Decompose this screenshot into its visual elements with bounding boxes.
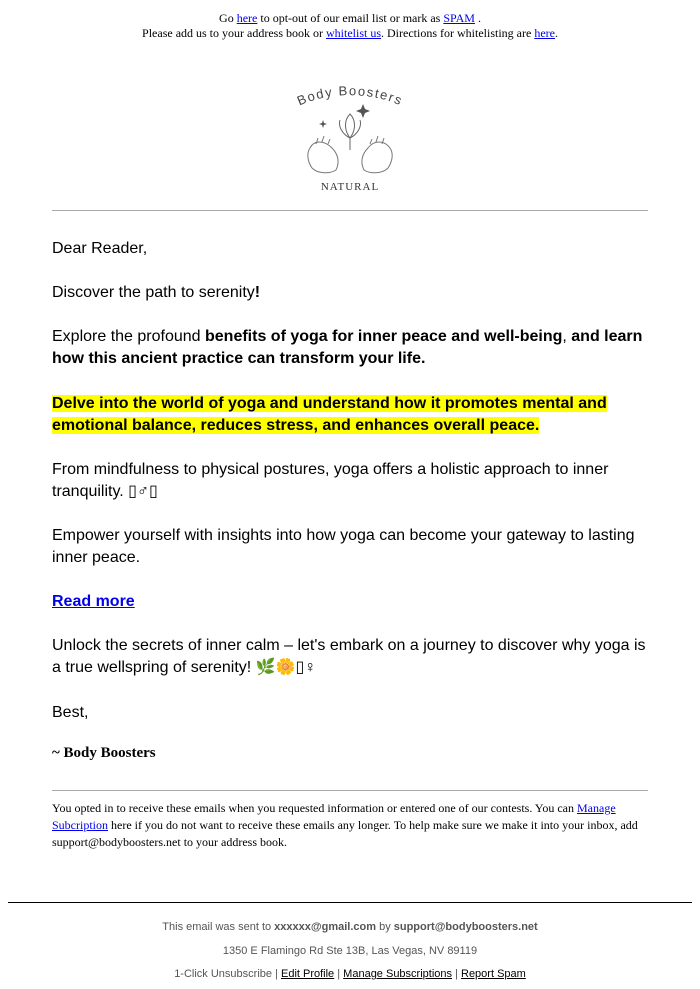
unlock-text: Unlock the secrets of inner calm – let's embark on a journey to discover why yoga is a true wellspring of serenity! 🌿🌼▯♀ [52,637,646,676]
flower-icon [339,114,360,150]
email-body [52,238,652,260]
closing-paragraph [52,702,652,724]
benefits-bold-text: benefits of yoga for inner peace and well-being [205,328,563,345]
spam-link[interactable]: SPAM [443,11,475,25]
unlock-paragraph [52,635,652,679]
footer-separator: | [452,968,461,980]
unsubscribe-text: 1-Click Unsubscribe [174,968,272,980]
preheader-text: Please add us to your address book or [142,26,326,40]
brand-logo-graphic [270,78,430,198]
intro-text: Discover the path to serenity [52,284,255,301]
footer-text: This email was sent to [162,921,275,933]
divider [52,790,648,791]
footer-links [0,968,700,980]
closing-text: Best, [52,704,89,721]
preheader [0,11,700,41]
benefits-text: , [562,328,572,345]
manage-subscription-link[interactable]: Manage Subcription [52,801,616,832]
benefits-paragraph [52,326,652,370]
manage-subscriptions-link[interactable]: Manage Subscriptions [343,968,453,980]
signature: ~ Body Boosters [52,745,156,761]
opt-in-notice [52,800,652,851]
greeting: Dear Reader, [52,240,148,257]
whitelist-directions-link[interactable]: here [534,26,555,40]
benefits-bold-text: and learn how this ancient practice can transform your life. [52,328,643,367]
highlighted-paragraph [52,393,652,437]
preheader-text: . Directions for whitelisting are [381,26,535,40]
whitelist-link[interactable]: whitelist us [326,26,382,40]
preheader-text: to opt-out of our email list or mark as [257,11,444,25]
footer-sent-line [0,921,700,933]
edit-profile-link[interactable]: Edit Profile [280,968,335,980]
read-more-paragraph [52,591,652,613]
opt-in-text: here if you do not want to receive these emails any longer. To help make sure we make it into your inbox, add support@bodyboosters.net to your address book. [52,818,638,849]
recipient-email: xxxxxx@gmail.com [274,921,377,933]
sparkle-icon [356,104,370,118]
highlighted-text: emotional balance, reduces stress, and enhances overall peace. [52,417,540,434]
intro-bang: ! [254,284,261,301]
opt-in-text: You opted in to receive these emails when you requested information or entered one of our contests. You can [52,801,577,815]
footer-separator: | [272,968,281,980]
preheader-text: . [554,26,558,40]
divider [52,210,648,211]
logo-arc-text: Body Boosters [294,83,406,109]
empower-paragraph [52,525,652,569]
footer-text: by [376,921,394,933]
footer-divider [8,902,692,903]
read-more-link[interactable]: Read more [52,593,135,610]
benefits-text: Explore the profound [52,328,205,345]
brand-logo [270,78,430,198]
footer-address: 1350 E Flamingo Rd Ste 13B, Las Vegas, NV 89119 [222,945,478,957]
opt-out-link[interactable]: here [236,11,258,25]
mindfulness-paragraph [52,459,652,503]
preheader-text: Go [219,11,237,25]
logo-sub-text: NATURAL [320,181,380,193]
report-spam-link[interactable]: Report Spam [461,968,526,980]
footer-separator: | [334,968,344,980]
highlighted-text: Delve into the world of yoga and understand how it promotes mental and [52,395,607,412]
preheader-line-1 [0,11,700,26]
empower-text: Empower yourself with insights into how yoga can become your gateway to lasting inner peace. [52,527,635,566]
sparkle-icon [319,120,327,128]
sender-email: support@bodyboosters.net [393,921,538,933]
preheader-line-2 [0,26,700,41]
mindfulness-text: From mindfulness to physical postures, yoga offers a holistic approach to inner tranquility. ▯♂▯ [52,461,609,500]
preheader-text: . [474,11,481,25]
intro-paragraph [52,282,652,304]
